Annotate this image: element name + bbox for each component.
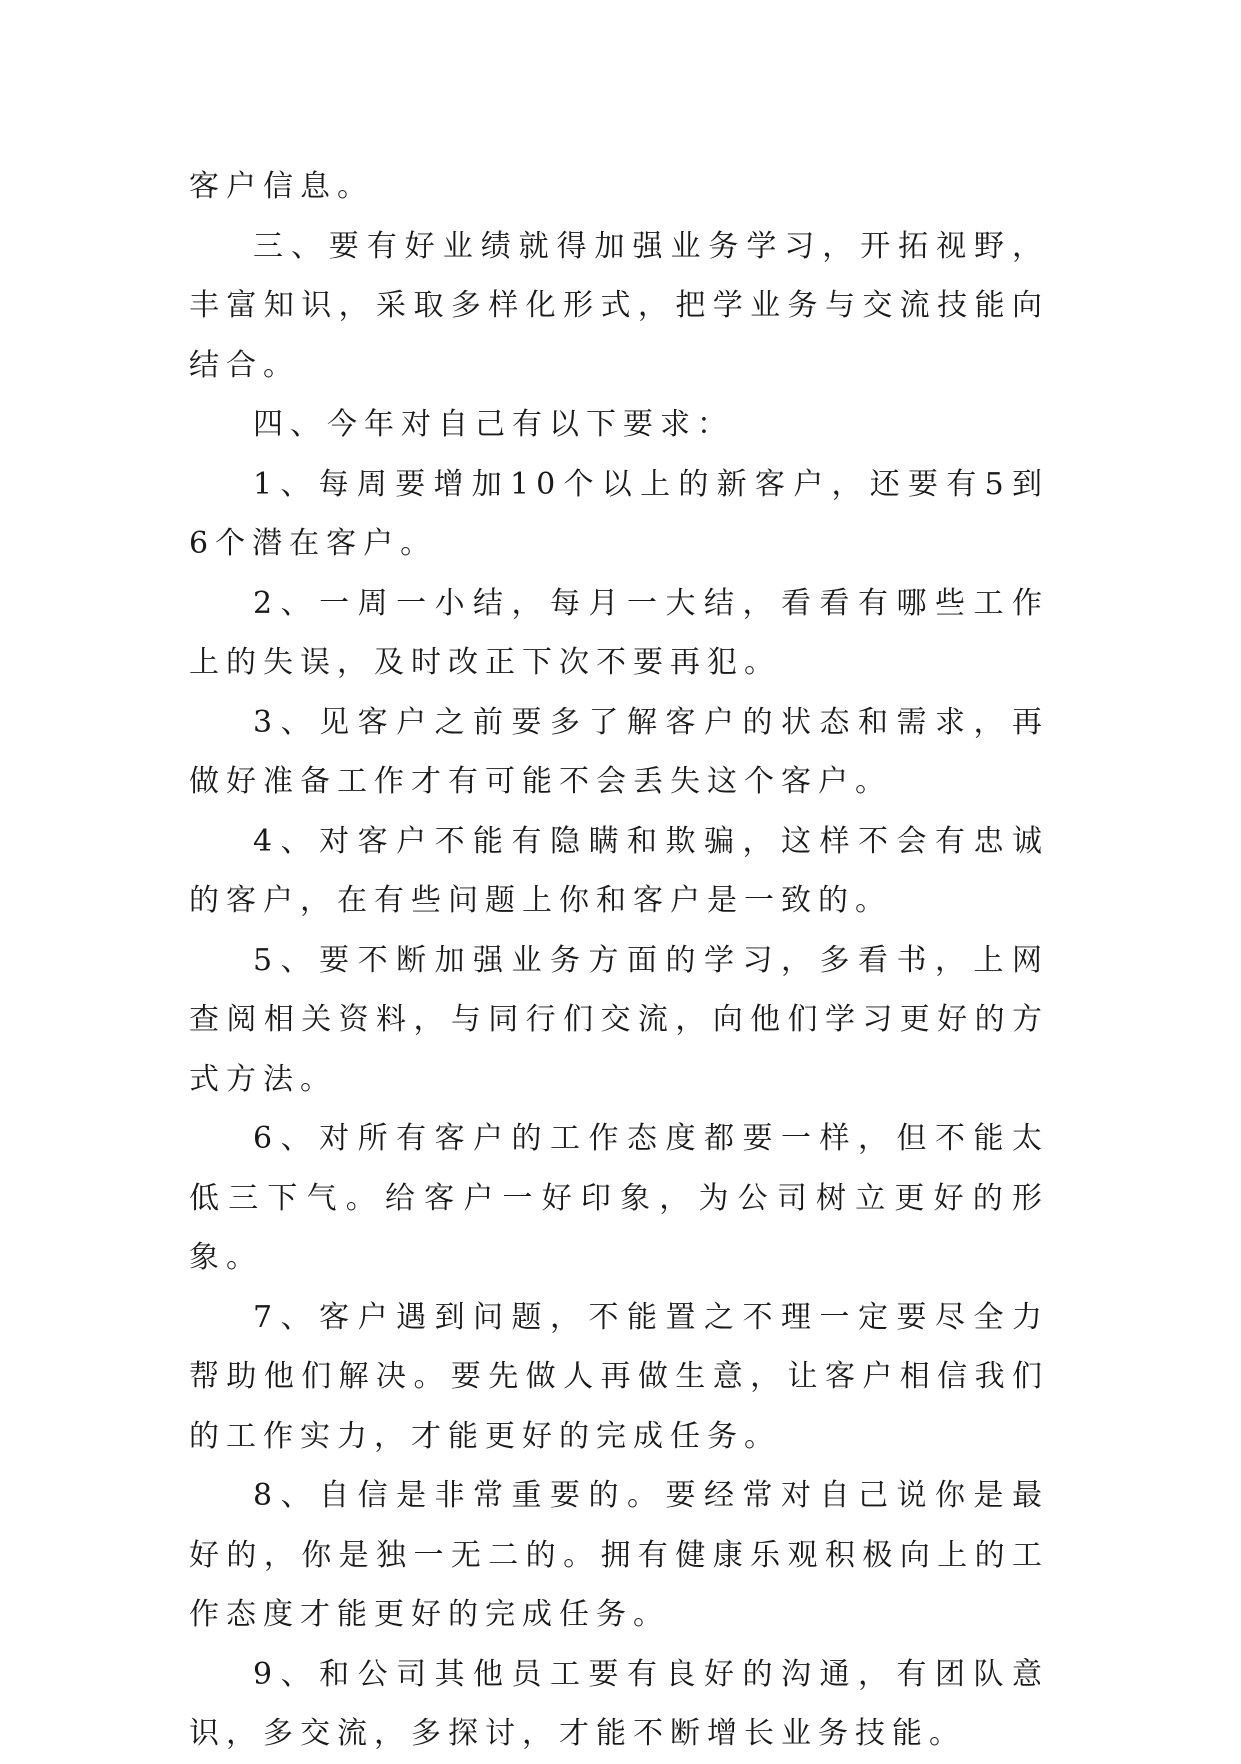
- list-item-2: 2、一周一小结，每月一大结，看看有哪些工作上的失误，及时改正下次不要再犯。: [189, 585, 1049, 680]
- list-item-4: 4、对客户不能有隐瞒和欺骗，这样不会有忠诚的客户，在有些问题上你和客户是一致的。: [189, 823, 1049, 918]
- list-item-5: 5、要不断加强业务方面的学习，多看书，上网查阅相关资料，与同行们交流，向他们学习更好的方式方法。: [189, 942, 1049, 1097]
- list-item-6: 6、对所有客户的工作态度都要一样，但不能太低三下气。给客户一好印象，为公司树立更好的形象。: [189, 1121, 1049, 1275]
- list-item-7: 7、客户遇到问题，不能置之不理一定要尽全力帮助他们解决。要先做人再做生意，让客户相信我们的工作实力，才能更好的完成任务。: [189, 1299, 1049, 1454]
- paragraph-section-3: 三、要有好业绩就得加强业务学习，开拓视野，丰富知识，采取多样化形式，把学业务与交流技能向结合。: [189, 228, 1049, 383]
- paragraph-continuation: 客户信息。: [189, 169, 374, 204]
- paragraph-section-4-heading: 四、今年对自己有以下要求：: [253, 407, 734, 442]
- list-item-9: 9、和公司其他员工要有良好的沟通，有团队意识，多交流，多探讨，才能不断增长业务技能。: [189, 1656, 1049, 1751]
- list-item-1: 1、每周要增加10个以上的新客户，还要有5到6个潜在客户。: [189, 466, 1049, 561]
- document-body: [189, 157, 1049, 1764]
- list-item-3: 3、见客户之前要多了解客户的状态和需求，再做好准备工作才有可能不会丢失这个客户。: [189, 704, 1049, 799]
- list-item-8: 8、自信是非常重要的。要经常对自己说你是最好的，你是独一无二的。拥有健康乐观积极向上的工作态度才能更好的完成任务。: [189, 1478, 1049, 1632]
